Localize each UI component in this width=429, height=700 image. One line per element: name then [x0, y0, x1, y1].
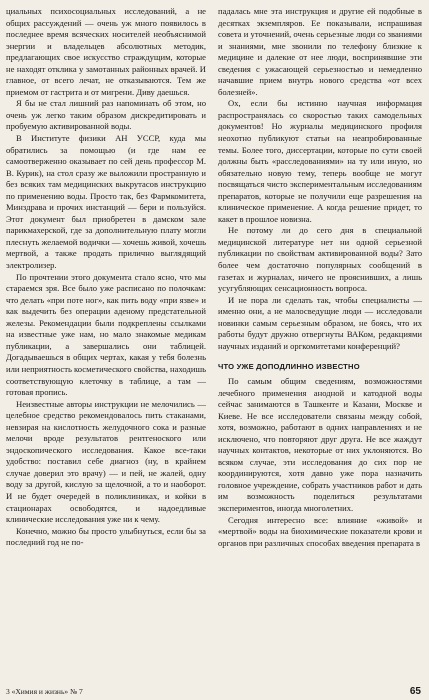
right-column — [218, 6, 422, 549]
page-footer — [6, 684, 421, 696]
paragraph: Не потому ли до сего дня в специальной медицинской литературе нет ни одной серьезной публикации по свойствам активированной воды? Зато более чем достаточно популярных сообщений в газетах и журналах, ничего не прояснивших, а лишь усугубляющих сенсационность вопроса. — [218, 225, 422, 294]
paragraph: И не пора ли сделать так, чтобы специалисты — именно они, а не малосведущие люди — исследовали новинки самым серьезным образом, не боясь, что их работы будут дружно отвергнуты ВАКом, редакциями научных изданий и оргкомитетами конференций? — [218, 294, 422, 351]
paragraph: Неизвестные авторы инструкции не мелочились — целебное средство рекомендовалось пить стаканами, невзирая на кислотность желудочного сока и разные мелочи вроде результатов рентгеноского или эндоскопического исследования. Какое все-таки удобство: поставил себе диагноз (ну, в крайнем случае доверил это врачу) — и пей, не жалей, одну воду за другой, кислую за щелочной, а то и наоборот. И не будет очередей в поликлиниках, и койки в стационарах освободятся, и надоедливые клинические исследования уже ни к чему. — [6, 398, 206, 525]
paragraph: Конечно, можно бы просто улыбнуться, если бы за последний год не по- — [6, 525, 206, 548]
journal-reference: 3 «Химия и жизнь» № 7 — [6, 687, 83, 696]
paragraph: Ох, если бы истинно научная информация распространялась со скоростью таких самодельных документов! Но журналы медицинского профиля неохотно публикуют статьи на неапробированные темы. Более того, диссертации, которые по сути своей должны быть «расследованиями» на ту или иную, но обязательно новую тему, теперь вообще не могут посвящаться чисто экспериментальным исследованиям препаратов, которые не получили еще разрешения на клиническое применение. А когда решение придет, то какет в прошлое новизна. — [218, 98, 422, 224]
paragraph: Сегодня интересно все: влияние «живой» и «мертвой» воды на биохимические показатели крови и органов при различных способах введения препарата в — [218, 514, 422, 548]
page-number: 65 — [409, 686, 421, 697]
paragraph: циальных психосоциальных исследований, а не общих рассуждений — очень уж много появилось в последнее время всяческих носителей необъяснимой энергии и владельцев абсолютных методик, предлагающих свое искусство страждущим, которые не находят отклика у замотанных районных врачей. И главное, от всего лечат, не отказываются. Тем же приемом от гастрита и от мигрени. Диву даешься. — [6, 6, 206, 97]
paragraph: По самым общим сведениям, возможностями лечебного применения анодной и катодной воды сейчас занимаются в Ташкенте и Казани, Москве и Киеве. Не все исследователи связаны между собой, хотя, возможно, работают в одних направлениях и не исключено, что повторяют друг друга. Не все жаждут научных контактов, некоторые от них уклоняются. Во всяком случае, эти исследования до сих пор не координируются, хотя давно уже пора назначить головное учреждение, собрать участников работ и дать им возможность поделиться результатами экспериментов, иногда многолетних. — [218, 375, 422, 513]
paragraph: падалась мне эта инструкция и другие ей подобные в десятках экземпляров. Ее показывали, испрашивая совета и уточнений, очень серьезные люди со званиями и знаниями, мне звонили по телефону близкие к медицине и далекие от нее люди, воспринявшие эти сведения с ужасающей серьезностью и немедленно начавшие прием внутрь нового средства «от всех болезней». — [218, 6, 422, 97]
paragraph: Я бы не стал лишний раз напоминать об этом, но очень уж легко таким образом дискредитировать и пробуемую активированной воды. — [6, 98, 206, 132]
section-heading: ЧТО УЖЕ ДОПОДЛИННО ИЗВЕСТНО — [218, 362, 360, 372]
paragraph: В Институте физики АН УССР, куда мы обратились за помощью (и где нам ее самоотверженно оказывает по сей день профессор М. В. Курик), на стол сразу же выложили пространную и без всяких там медицинских выкрутасов инструкцию по применению воды. Просто так, без Фармкомитета, Минздрава и прочих инстанций — бери и пользуйся. Этот документ был приобретен в дамском зале парикмахерской, где за дополнительную плату могли плеснуть желаемой водички — хочешь живой, хочешь мертвой, а также продать прилично выглядящий электролизер. — [6, 133, 206, 271]
left-column — [6, 6, 206, 549]
paragraph: По прочтении этого документа стало ясно, что мы стараемся зря. Все было уже расписано по полочкам: что делать «при поте ног», как пить воду «при язве» и как выдечить без операции аденому предстательной железы. Рекомендации были подкреплены ссылками на известные уже нам, но мало знакомые медикам публикации, а завершались они таблицей. Догадываешься в общих чертах, какая у тебя болезнь или неприятность косметического свойства, находишь соответствующую клеточку в таблице, а там — готовая пропись. — [6, 271, 206, 398]
